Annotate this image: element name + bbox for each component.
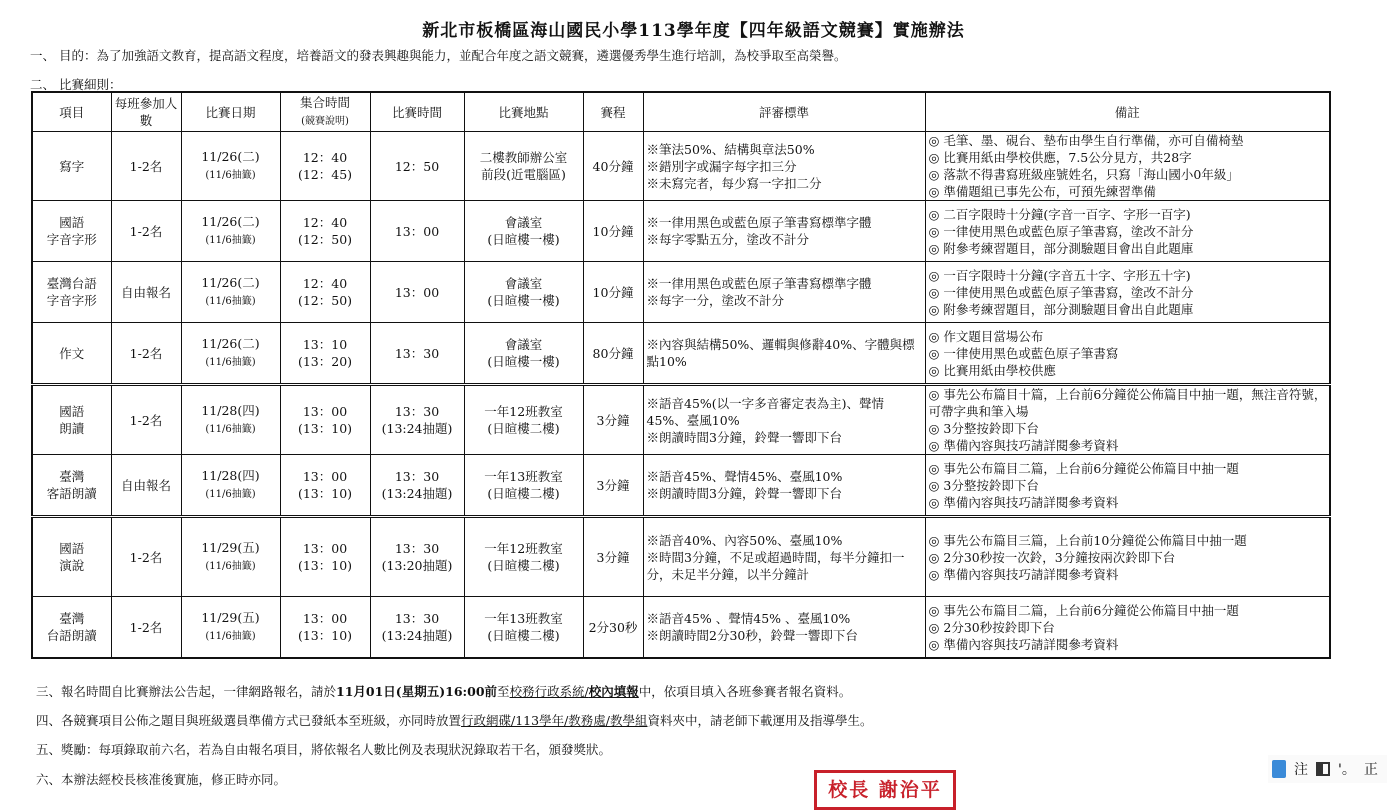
table-header-row bbox=[32, 92, 1330, 132]
cell-time bbox=[370, 597, 464, 659]
cell-item-line: 國語 bbox=[59, 215, 85, 230]
cell-place bbox=[464, 597, 583, 659]
cell-gather bbox=[280, 132, 370, 201]
cell-item-line: 寫字 bbox=[59, 158, 85, 174]
cell-gather bbox=[280, 455, 370, 517]
notes-line: ◎ 事先公布篇目二篇，上台前6分鐘從公佈篇目中抽一題 bbox=[928, 602, 1239, 618]
cell-date-main: 11/26(二) bbox=[201, 214, 260, 229]
header-place: 比賽地點 bbox=[464, 92, 583, 132]
cell-gather-sub: (13：10) bbox=[297, 486, 353, 501]
cell-gather-sub: (13：10) bbox=[297, 421, 353, 436]
cell-criteria bbox=[643, 132, 925, 201]
cell-item bbox=[32, 132, 111, 201]
cell-criteria bbox=[643, 262, 925, 323]
notes-line: ◎ 準備內容與技巧請詳閱參考資料 bbox=[928, 438, 1119, 453]
header-time: 比賽時間 bbox=[370, 92, 464, 132]
cell-item-line: 臺灣 bbox=[59, 469, 85, 484]
notes-line: ◎ 二百字限時十分鐘(字音一百字、字形一百字) bbox=[928, 206, 1191, 222]
cell-item-line: 演說 bbox=[59, 558, 85, 573]
cell-per-class: 1-2名 bbox=[111, 201, 181, 262]
cell-per-class: 1-2名 bbox=[111, 323, 181, 385]
cell-time-sub: (13:24抽題) bbox=[381, 628, 453, 643]
cell-date-sub: (11/6抽籤) bbox=[205, 296, 256, 307]
cell-gather-main: 12：40 bbox=[302, 150, 348, 165]
cell-gather-main: 13：00 bbox=[302, 541, 348, 556]
cell-date-sub: (11/6抽籤) bbox=[205, 631, 256, 642]
cell-date-main: 11/26(二) bbox=[201, 336, 260, 351]
half-full-width-icon[interactable] bbox=[1316, 762, 1330, 776]
cell-date-main: 11/28(四) bbox=[201, 403, 260, 418]
cell-duration: 10分鐘 bbox=[583, 201, 643, 262]
cell-criteria bbox=[643, 517, 925, 597]
cell-per-class: 自由報名 bbox=[111, 455, 181, 517]
criteria-line: ※朗讀時間3分鐘，鈴聲一響即下台 bbox=[646, 486, 842, 501]
notes-line: ◎ 一律使用黑色或藍色原子筆書寫，塗改不計分 bbox=[928, 223, 1194, 239]
notes-line: ◎ 落款不得書寫班級座號姓名，只寫「海山國小0年級」 bbox=[928, 167, 1239, 182]
cell-per-class: 1-2名 bbox=[111, 385, 181, 455]
notes-line: ◎ 附參考練習題目，部分測驗題目會出自此題庫 bbox=[928, 240, 1194, 256]
notes-line: ◎ 一律使用黑色或藍色原子筆書寫 bbox=[928, 345, 1119, 361]
cell-place-sub: 前段(近電腦區) bbox=[481, 167, 566, 182]
table-row bbox=[32, 201, 1330, 262]
criteria-line: ※朗讀時間3分鐘，鈴聲一響即下台 bbox=[646, 429, 842, 445]
criteria-line: ※內容與結構50%、邏輯與修辭40%、字體與標點10% bbox=[646, 337, 915, 369]
cell-time-main: 13：30 bbox=[394, 611, 440, 626]
cell-date bbox=[181, 323, 280, 385]
criteria-line: ※時間3分鐘，不足或超過時間，每半分鐘扣一分，未足半分鐘，以半分鐘計 bbox=[646, 549, 905, 582]
ime-toolbar[interactable] bbox=[1268, 755, 1387, 783]
cell-duration: 3分鐘 bbox=[583, 455, 643, 517]
cell-time-main: 13：30 bbox=[394, 469, 440, 484]
cell-gather-main: 12：40 bbox=[302, 276, 348, 291]
cell-time bbox=[370, 132, 464, 201]
mat-part-a: 四、各競賽項目公佈之題目與班級選員準備方式已發紙本至班級，亦同時放置 bbox=[36, 713, 462, 728]
ime-mode-label[interactable]: 正 bbox=[1363, 762, 1378, 778]
cell-notes bbox=[925, 597, 1330, 659]
cell-date bbox=[181, 455, 280, 517]
cell-criteria bbox=[643, 323, 925, 385]
header-duration: 賽程 bbox=[583, 92, 643, 132]
notes-line: ◎ 一律使用黑色或藍色原子筆書寫，塗改不計分 bbox=[928, 284, 1194, 300]
cell-place-main: 一年12班教室 bbox=[484, 404, 563, 419]
cell-place-sub: (日暄樓二樓) bbox=[487, 486, 560, 501]
cell-date-sub: (11/6抽籤) bbox=[205, 561, 256, 572]
reg-part-f: 中，依項目填入各班參賽者報名資料。 bbox=[638, 684, 852, 699]
cell-date bbox=[181, 385, 280, 455]
cell-place-sub: (日暄樓一樓) bbox=[487, 354, 560, 369]
cell-item-line: 國語 bbox=[59, 404, 85, 419]
cell-date-sub: (11/6抽籤) bbox=[205, 424, 256, 435]
cell-time bbox=[370, 201, 464, 262]
notes-line: ◎ 2分30秒按鈴即下台 bbox=[928, 619, 1055, 635]
cell-time-main: 13：30 bbox=[394, 345, 440, 361]
cell-criteria bbox=[643, 201, 925, 262]
cell-notes bbox=[925, 323, 1330, 385]
purpose-text: 一、 目的：為了加強語文教育，提高語文程度，培養語文的發表興趣與能力，並配合年度之語文競賽，遴選優秀學生進行培訓，為校爭取至高榮譽。 bbox=[30, 48, 847, 63]
cell-place bbox=[464, 517, 583, 597]
cell-time-sub: (13:24抽題) bbox=[381, 486, 453, 501]
awards-text: 五、獎勵：每項錄取前六名，若為自由報名項目，將依報名人數比例及表現狀況錄取若干名，頒發獎狀。 bbox=[36, 742, 612, 757]
reg-form-link: 校內填報 bbox=[588, 684, 639, 699]
cell-time-sub: (13:20抽題) bbox=[381, 558, 453, 573]
cell-date-main: 11/29(五) bbox=[201, 540, 260, 555]
cell-date bbox=[181, 517, 280, 597]
notes-line: ◎ 事先公布篇目十篇，上台前6分鐘從公佈篇目中抽一題，無注音符號，可帶字典和筆入場 bbox=[928, 387, 1327, 419]
cell-place-main: 會議室 bbox=[504, 337, 543, 352]
reg-part-c: 至 bbox=[497, 684, 510, 699]
reg-system-path: 校務行政系統/ bbox=[509, 684, 589, 699]
cell-time-main: 13：30 bbox=[394, 404, 440, 419]
cell-place bbox=[464, 132, 583, 201]
cell-time bbox=[370, 517, 464, 597]
cell-duration: 3分鐘 bbox=[583, 517, 643, 597]
header-gather-label: 集合時間 bbox=[299, 95, 350, 110]
mat-part-c: 資料夾中，請老師下載運用及指導學生。 bbox=[647, 713, 873, 728]
notes-line: ◎ 作文題目當場公布 bbox=[928, 328, 1044, 344]
cell-criteria bbox=[643, 455, 925, 517]
notes-line: ◎ 比賽用紙由學校供應，7.5公分見方，共28字 bbox=[928, 150, 1192, 165]
dictionary-icon[interactable] bbox=[1272, 760, 1286, 778]
cell-item-line: 臺灣台語 bbox=[46, 276, 97, 291]
header-notes: 備註 bbox=[925, 92, 1330, 132]
cell-place bbox=[464, 455, 583, 517]
criteria-line: ※筆法50%、結構與章法50% bbox=[646, 141, 815, 157]
cell-date-main: 11/29(五) bbox=[201, 610, 260, 625]
cell-place-main: 一年13班教室 bbox=[484, 469, 563, 484]
document-title: 新北市板橋區海山國民小學113學年度【四年級語文競賽】實施辦法 bbox=[422, 21, 965, 41]
notes-line: ◎ 事先公布篇目三篇，上台前10分鐘從公佈篇目中抽一題 bbox=[928, 532, 1247, 548]
approval-text: 六、本辦法經校長核准後實施，修正時亦同。 bbox=[36, 772, 287, 787]
registration-text bbox=[36, 682, 851, 700]
cell-place-sub: (日暄樓一樓) bbox=[487, 293, 560, 308]
principal-stamp: 校長 謝治平 bbox=[814, 770, 956, 810]
notes-line: ◎ 準備內容與技巧請詳閱參考資料 bbox=[928, 636, 1119, 652]
cell-notes bbox=[925, 201, 1330, 262]
reg-part-a: 三、報名時間自比賽辦法公告起，一律網路報名，請於 bbox=[36, 684, 337, 699]
cell-date bbox=[181, 262, 280, 323]
cell-date bbox=[181, 132, 280, 201]
cell-gather-main: 13：10 bbox=[302, 337, 348, 352]
cell-per-class: 1-2名 bbox=[111, 132, 181, 201]
cell-notes bbox=[925, 132, 1330, 201]
reg-deadline: 11月01日(星期五)16:00前 bbox=[336, 684, 498, 699]
cell-item-line: 國語 bbox=[59, 541, 85, 556]
cell-place-main: 二樓教師辦公室 bbox=[479, 150, 568, 165]
cell-gather-sub: (12：50) bbox=[297, 293, 353, 308]
cell-item bbox=[32, 597, 111, 659]
cell-notes bbox=[925, 517, 1330, 597]
notes-line: ◎ 一百字限時十分鐘(字音五十字、字形五十字) bbox=[928, 267, 1191, 283]
cell-date-main: 11/26(二) bbox=[201, 149, 260, 164]
table-row bbox=[32, 132, 1330, 201]
ime-punct-label[interactable]: '。 bbox=[1338, 762, 1356, 778]
header-gather bbox=[280, 92, 370, 132]
notes-line: ◎ 3分整按鈴即下台 bbox=[928, 421, 1039, 436]
cell-time bbox=[370, 262, 464, 323]
cell-gather bbox=[280, 385, 370, 455]
notes-line: ◎ 2分30秒按一次鈴，3分鐘按兩次鈴即下台 bbox=[928, 549, 1176, 565]
cell-gather bbox=[280, 597, 370, 659]
cell-gather-main: 13：00 bbox=[302, 404, 348, 419]
cell-criteria bbox=[643, 597, 925, 659]
cell-notes bbox=[925, 385, 1330, 455]
criteria-line: ※語音45% 、聲情45% 、臺風10% bbox=[646, 611, 851, 626]
notes-line: ◎ 準備內容與技巧請詳閱參考資料 bbox=[928, 566, 1119, 582]
cell-time bbox=[370, 455, 464, 517]
cell-date-sub: (11/6抽籤) bbox=[205, 489, 256, 500]
cell-gather-sub: (13：10) bbox=[297, 628, 353, 643]
header-criteria: 評審標準 bbox=[643, 92, 925, 132]
cell-place bbox=[464, 201, 583, 262]
criteria-line: ※每字零點五分，塗改不計分 bbox=[646, 232, 810, 247]
cell-time bbox=[370, 385, 464, 455]
cell-date-main: 11/26(二) bbox=[201, 275, 260, 290]
cell-gather bbox=[280, 262, 370, 323]
table-row bbox=[32, 455, 1330, 517]
notes-line: ◎ 毛筆、墨、硯台、墊布由學生自行準備，亦可自備椅墊 bbox=[928, 133, 1244, 148]
cell-item bbox=[32, 201, 111, 262]
cell-time-main: 13：00 bbox=[394, 284, 440, 300]
cell-item-line: 字音字形 bbox=[46, 232, 97, 247]
materials-text bbox=[36, 711, 873, 729]
cell-item-line: 朗讀 bbox=[59, 421, 85, 436]
criteria-line: ※一律用黑色或藍色原子筆書寫標準字體 bbox=[646, 215, 872, 230]
cell-duration: 40分鐘 bbox=[583, 132, 643, 201]
cell-duration: 10分鐘 bbox=[583, 262, 643, 323]
table-row bbox=[32, 323, 1330, 385]
cell-notes bbox=[925, 455, 1330, 517]
cell-gather bbox=[280, 323, 370, 385]
table-row bbox=[32, 385, 1330, 455]
cell-gather bbox=[280, 201, 370, 262]
cell-duration: 3分鐘 bbox=[583, 385, 643, 455]
cell-date-main: 11/28(四) bbox=[201, 468, 260, 483]
cell-date-sub: (11/6抽籤) bbox=[205, 235, 256, 246]
cell-per-class: 1-2名 bbox=[111, 517, 181, 597]
cell-date-sub: (11/6抽籤) bbox=[205, 357, 256, 368]
table-row bbox=[32, 262, 1330, 323]
notes-line: ◎ 事先公布篇目二篇，上台前6分鐘從公佈篇目中抽一題 bbox=[928, 460, 1239, 476]
cell-item bbox=[32, 385, 111, 455]
cell-date-sub: (11/6抽籤) bbox=[205, 170, 256, 181]
criteria-line: ※語音45%、聲情45%、臺風10% bbox=[646, 469, 843, 484]
cell-place-main: 一年13班教室 bbox=[484, 611, 563, 626]
criteria-line: ※語音45%(以一字多音審定表為主)、聲情45%、臺風10% bbox=[646, 395, 885, 428]
criteria-line: ※每字一分，塗改不計分 bbox=[646, 293, 785, 308]
cell-item-line: 台語朗讀 bbox=[46, 628, 97, 643]
cell-item-line: 臺灣 bbox=[59, 611, 85, 626]
cell-duration: 80分鐘 bbox=[583, 323, 643, 385]
cell-time-main: 12：50 bbox=[394, 158, 440, 174]
cell-notes bbox=[925, 262, 1330, 323]
notes-line: ◎ 準備題組已事先公布，可預先練習準備 bbox=[928, 184, 1156, 199]
table-row bbox=[32, 597, 1330, 659]
cell-gather bbox=[280, 517, 370, 597]
ime-note-label[interactable]: 注 bbox=[1294, 762, 1308, 778]
cell-item-line: 字音字形 bbox=[46, 293, 97, 308]
competition-table bbox=[31, 91, 1331, 659]
cell-gather-sub: (13：10) bbox=[297, 558, 353, 573]
cell-date bbox=[181, 597, 280, 659]
notes-line: ◎ 比賽用紙由學校供應 bbox=[928, 362, 1056, 378]
header-gather-sub: (競賽說明) bbox=[301, 116, 349, 127]
cell-per-class: 自由報名 bbox=[111, 262, 181, 323]
cell-place-main: 一年12班教室 bbox=[484, 541, 563, 556]
notes-line: ◎ 附參考練習題目，部分測驗題目會出自此題庫 bbox=[928, 301, 1194, 317]
cell-duration: 2分30秒 bbox=[583, 597, 643, 659]
criteria-line: ※一律用黑色或藍色原子筆書寫標準字體 bbox=[646, 276, 872, 291]
cell-place-sub: (日暄樓一樓) bbox=[487, 232, 560, 247]
table-row bbox=[32, 517, 1330, 597]
cell-place-sub: (日暄樓二樓) bbox=[487, 421, 560, 436]
cell-item bbox=[32, 323, 111, 385]
cell-time-sub: (13:24抽題) bbox=[381, 421, 453, 436]
cell-item bbox=[32, 517, 111, 597]
header-date: 比賽日期 bbox=[181, 92, 280, 132]
cell-place-main: 會議室 bbox=[504, 276, 543, 291]
cell-time-main: 13：30 bbox=[394, 541, 440, 556]
cell-place-main: 會議室 bbox=[504, 215, 543, 230]
cell-item bbox=[32, 262, 111, 323]
details-heading: 二、 比賽細則： bbox=[30, 77, 122, 92]
header-item: 項目 bbox=[32, 92, 111, 132]
notes-line: ◎ 3分整按鈴即下台 bbox=[928, 477, 1039, 493]
criteria-line: ※未寫完者，每少寫一字扣二分 bbox=[646, 175, 822, 191]
cell-time-main: 13：00 bbox=[394, 223, 440, 239]
cell-gather-main: 12：40 bbox=[302, 215, 348, 230]
cell-item-line: 客語朗讀 bbox=[46, 486, 97, 501]
criteria-line: ※朗讀時間2分30秒，鈴聲一響即下台 bbox=[646, 628, 858, 643]
cell-per-class: 1-2名 bbox=[111, 597, 181, 659]
cell-gather-sub: (13：20) bbox=[297, 354, 353, 369]
cell-place bbox=[464, 323, 583, 385]
criteria-line: ※語音40%、內容50%、臺風10% bbox=[646, 532, 843, 548]
cell-gather-main: 13：00 bbox=[302, 469, 348, 484]
cell-place-sub: (日暄樓二樓) bbox=[487, 558, 560, 573]
cell-criteria bbox=[643, 385, 925, 455]
cell-time bbox=[370, 323, 464, 385]
header-per-class: 每班參加人數 bbox=[111, 92, 181, 132]
cell-gather-sub: (12：50) bbox=[297, 232, 353, 247]
cell-place-sub: (日暄樓二樓) bbox=[487, 628, 560, 643]
cell-item-line: 作文 bbox=[59, 345, 85, 361]
cell-gather-sub: (12：45) bbox=[297, 167, 353, 182]
cell-place bbox=[464, 262, 583, 323]
cell-date bbox=[181, 201, 280, 262]
cell-item bbox=[32, 455, 111, 517]
criteria-line: ※錯別字或漏字每字扣三分 bbox=[646, 158, 797, 174]
mat-folder-path: 行政網碟/113學年/教務處/教學組 bbox=[461, 713, 648, 728]
cell-gather-main: 13：00 bbox=[302, 611, 348, 626]
cell-place bbox=[464, 385, 583, 455]
notes-line: ◎ 準備內容與技巧請詳閱參考資料 bbox=[928, 494, 1119, 510]
